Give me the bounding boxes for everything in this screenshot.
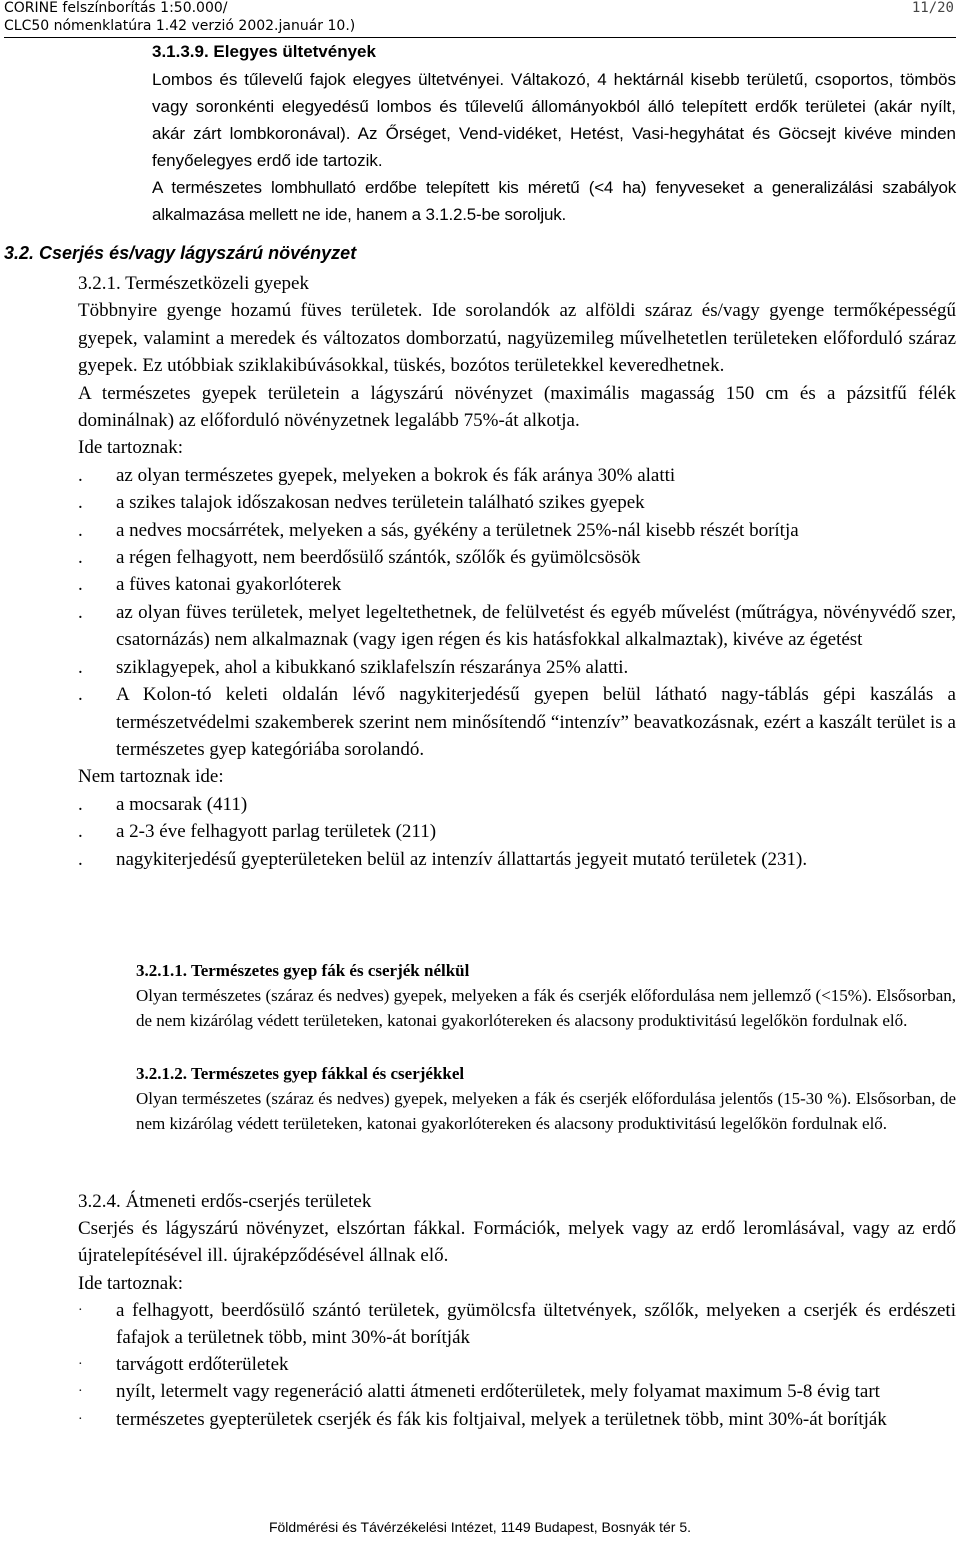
section-321-paragraph-1: Többnyire gyenge hozamú füves területek. Ide sorolandók az alföldi száraz és/vagy gyenge termőképességű gyepek, valamint a meredek és változatos domborzatú, nagyüzemileg művelhetetlen területeken előforduló száraz gyepek. Ez utóbbiak sziklakibúvásokkal, tüskés, bozótos területekkel keveredhetnek. [78, 300, 956, 377]
section-321-paragraph-2: A természetes gyepek területein a lágyszárú növényzet (maximális magasság 150 cm és a pázsitfű félék dominálnak) az előforduló növényzetnek legalább 75%-át alkotja. [78, 382, 956, 432]
includes-list [78, 462, 956, 763]
list-item-text: az olyan füves területek, melyet legeltethetnek, de felülvetést és egyéb művelést (műtrágya, növényvédő szer, csatornázás) nem alkalmaznak (vagy igen régen és kis hatásfokkal alkalmaztak), kivéve az égetést [116, 601, 956, 651]
header-divider [4, 37, 956, 38]
bullet-mark: . [78, 574, 83, 596]
section-324-heading: 3.2.4. Átmeneti erdős-cserjés területek [78, 1191, 372, 1212]
section-324-list-item [78, 1378, 956, 1405]
list-item-text: sziklagyepek, ahol a kibukkanó sziklafelszín részaránya 25% alatti. [116, 656, 629, 678]
header-title-line-1: CORINE felszínborítás 1:50.000/ [4, 0, 228, 16]
list-item-text: A Kolon-tó keleti oldalán lévő nagykiterjedésű gyepen belül látható nagy-táblás gépi kaszálás a természetvédelmi szakemberek szerint nem minősítendő “intenzív” beavatkozásnak, ezért a kaszált terület is a természetes gyep kategóriába sorolandó. [116, 684, 956, 760]
section-32112-text: Olyan természetes (száraz és nedves) gyepek, melyeken a fák és cserjék előfordulása jelentős (15-30 %). Elsősorban, de nem kizárólag védett területeken, katonai gyakorlótereken és alacsony produktivitású legelőkön fordulnak elő. [136, 1089, 956, 1133]
bullet-mark: · [78, 1302, 83, 1318]
list-item-text: az olyan természetes gyepek, melyeken a bokrok és fák aránya 30% alatti [116, 464, 676, 486]
section-32111-text: Olyan természetes (száraz és nedves) gyepek, melyeken a fák és cserjék előfordulása nem jellemző (<15%). Elsősorban, de nem kizárólag védett területeken, katonai gyakorlótereken és alacsony produktivitású legelőkön fordulnak elő. [136, 986, 956, 1030]
section-321-heading: 3.2.1. Természetközeli gyepek [78, 273, 309, 294]
page-footer: Földmérési és Távérzékelési Intézet, 1149 Budapest, Bosnyák tér 5. [268, 1519, 692, 1535]
section-324-includes-list [78, 1297, 956, 1433]
bullet-mark: . [78, 601, 83, 623]
includes-list-item [78, 571, 956, 598]
bullet-mark: . [78, 547, 83, 569]
includes-list-item [78, 489, 956, 516]
section-324-includes-label: Ide tartoznak: [78, 1272, 183, 1294]
section-3139-paragraph-2: A természetes lombhullató erdőbe telepített kis méretű (<4 ha) fenyveseket a generalizálási szabályok alkalmazása mellett ne ide, hanem a 3.1.2.5-be soroljuk. [152, 178, 956, 224]
bullet-mark: . [78, 848, 83, 870]
list-item-text: a szikes talajok időszakosan nedves területein található szikes gyepek [116, 492, 645, 514]
bullet-mark: . [78, 821, 83, 843]
section-32111-heading: 3.2.1.1. Természetes gyep fák és cserjék nélkül [136, 961, 470, 980]
includes-list-item [78, 654, 956, 681]
bullet-mark: . [78, 684, 83, 706]
bullet-mark: · [78, 1357, 83, 1373]
list-item-text: a felhagyott, beerdősülő szántó területek, gyümölcsfa ültetvények, szőlők, melyeken a cserjék és erdészeti fafajok a területnek több, mint 30%-át borítják [116, 1299, 956, 1349]
bullet-mark: . [78, 793, 83, 815]
section-3139-paragraph-1: Lombos és tűlevelű fajok elegyes ültetvényei. Váltakozó, 4 hektárnál kisebb területű, csoportos, tömbös vagy soronkénti elegyedésű lombos és tűlevelű állományokból álló telepített erdők területei (akár nyílt, akár zárt lombkoronával). Az Őrséget, Vend-vidéket, Hetést, Vasi-hegyhátat és Göcsejt kivéve minden fenyőelegyes erdő ide tartozik. [152, 70, 956, 170]
excludes-list [78, 791, 956, 873]
page-number: 11/20 [911, 0, 954, 16]
header-title-line-2: CLC50 nómenklatúra 1.42 verzió 2002.január 10.) [4, 18, 356, 34]
section-324-list-item [78, 1406, 956, 1433]
section-321-body [78, 270, 956, 873]
excludes-label: Nem tartoznak ide: [78, 766, 224, 788]
excludes-list-item [78, 846, 956, 873]
section-32111-block [136, 958, 956, 1033]
list-item-text: a 2-3 éve felhagyott parlag területek (211) [116, 821, 437, 843]
list-item-text: a régen felhagyott, nem beerdősülő szántók, szőlők és gyümölcsösök [116, 547, 641, 569]
bullet-mark: · [78, 1411, 83, 1427]
includes-list-item [78, 681, 956, 763]
section-3139-heading: 3.1.3.9. Elegyes ültetvények [152, 42, 376, 61]
includes-list-item [78, 462, 956, 489]
section-324-list-item [78, 1351, 956, 1378]
list-item-text: nyílt, letermelt vagy regeneráció alatti átmeneti erdőterületek, mely folyamat maximum 5-8 évig tart [116, 1381, 880, 1403]
section-324-paragraph: Cserjés és lágyszárú növényzet, elszórtan fákkal. Formációk, melyek vagy az erdő leromlásával, vagy az erdő újratelepítésével ill. újraképződésével állnak elő. [78, 1218, 956, 1267]
includes-list-item [78, 599, 956, 654]
list-item-text: tarvágott erdőterületek [116, 1354, 289, 1376]
list-item-text: a füves katonai gyakorlóterek [116, 574, 342, 596]
list-item-text: a nedves mocsárrétek, melyeken a sás, gyékény a területnek 25%-nál kisebb részét borítja [116, 519, 799, 541]
bullet-mark: . [78, 519, 83, 541]
section-32112-block [136, 1061, 956, 1136]
section-324-list-item [78, 1297, 956, 1351]
excludes-list-item [78, 818, 956, 845]
bullet-mark: · [78, 1384, 83, 1400]
bullet-mark: . [78, 492, 83, 514]
excludes-list-item [78, 791, 956, 818]
includes-list-item [78, 544, 956, 571]
list-item-text: természetes gyepterületek cserjék és fák kis foltjaival, melyek a területnek több, mint 30%-át borítják [116, 1408, 887, 1430]
bullet-mark: . [78, 464, 83, 486]
includes-list-item [78, 517, 956, 544]
includes-label: Ide tartoznak: [78, 437, 183, 459]
section-324-body [78, 1188, 956, 1433]
list-item-text: a mocsarak (411) [116, 793, 248, 815]
section-32-heading: 3.2. Cserjés és/vagy lágyszárú növényzet [4, 243, 357, 263]
section-32112-heading: 3.2.1.2. Természetes gyep fákkal és cserjékkel [136, 1064, 465, 1083]
section-3139-body [152, 66, 956, 228]
list-item-text: nagykiterjedésű gyepterületeken belül az intenzív állattartás jegyeit mutató területek (231). [116, 848, 808, 870]
bullet-mark: . [78, 656, 83, 678]
